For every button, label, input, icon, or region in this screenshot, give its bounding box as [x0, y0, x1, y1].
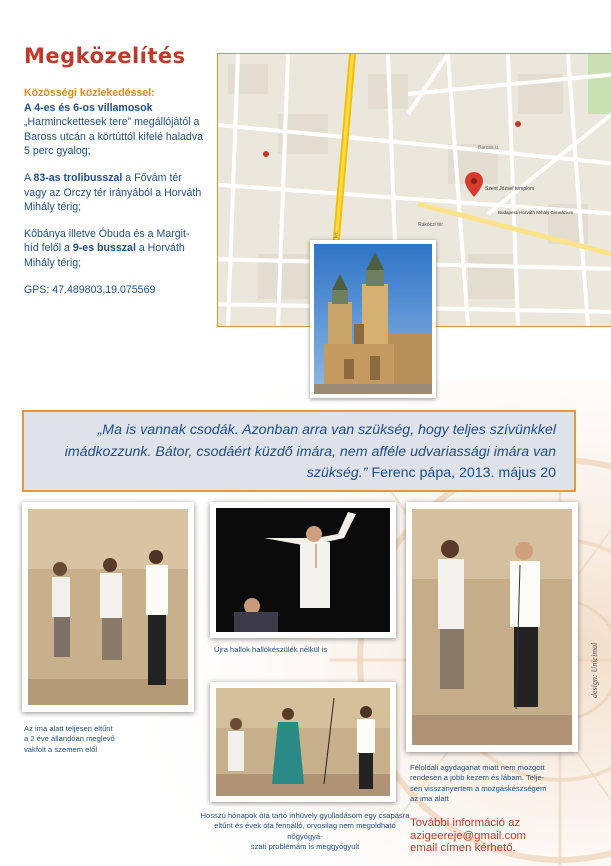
photo-tumor-testimony: [406, 502, 578, 752]
design-credit: [583, 620, 603, 700]
caption-hearing: Újra hallok hallókészülék nélkül is: [214, 645, 328, 654]
bus-line: 9-es busszal: [72, 242, 136, 255]
map-label-church: Szent József templom: [485, 186, 535, 192]
photo-preacher: [210, 502, 396, 638]
bus-directions: Kőbánya illetve Óbuda és a Margit-híd felől a 9-es busszal a Horváth Mihály térig;: [24, 227, 190, 269]
tram-directions: [24, 101, 204, 159]
map-label-school: Budapesti Horváth Mihály Gimnázium: [498, 210, 574, 215]
photo-healing-woman: [210, 682, 396, 802]
gps-coordinates: GPS: 47.489803,19.075569: [24, 283, 156, 296]
trolleybus-directions: A 83-as trolibusszal a Fővám tér vagy az Orczy tér irányából a Horváth Mihály térig;: [24, 171, 202, 214]
map-label-metro: Rákóczi tér: [418, 222, 444, 228]
contact-info: További információ az azigeereje@gmail.com email címen kérhető.: [410, 817, 527, 855]
quote-text: „Ma is vannak csodák. Azonban arra van szükség, hogy teljes szívünkkel imádkozzunk. Bátor, csodáért küzdő imára, nem afféle udvariassági imára van szükség.” Ferenc pápa, 2013. május 20: [64, 422, 556, 481]
caption-tendon: Hosszú hónapok óta tartó ínhüvely gyulladásom egy csapásra eltűnt és évek óta fennálló, orvosilag nem megoldható nőgyógyá- szati problémám is meggyógyult: [200, 811, 410, 851]
church-photo: [310, 240, 436, 398]
directions-column: [24, 86, 204, 309]
map-label-street: Baross u.: [478, 145, 500, 151]
contact-email[interactable]: azigeereje@gmail.com: [410, 829, 527, 842]
caption-eye: Az ima alatt teljesen eltűnt a 2 éve állandóan meglevő vakfolt a szemem elől: [24, 724, 115, 754]
directions-heading: Közösségi közlekedéssel:: [24, 87, 155, 99]
quote-author: Ferenc pápa, 2013. május 20: [371, 465, 556, 481]
trolleybus-line: 83-as trolibusszal: [33, 171, 123, 184]
tram-lines: A 4-es és 6-os villamosok: [24, 101, 153, 114]
page-title: Megközelítés: [24, 44, 186, 68]
tram-text: „Harminckettesek tere” megállójától a Baross utcán a körtúttól kifelé haladva 5 perc gyalog;: [24, 116, 204, 158]
photo-prayer-group: [22, 502, 194, 712]
svg-text:design: Unicimal: design: Unicimal: [590, 642, 599, 698]
caption-tumor: Féloldali agydaganat miatt nem mozgott rendesen a jobb kezem és lábam. Telje- sen visszanyertem a mozgáskészségem az ima alatt: [410, 763, 547, 803]
quote-box: [22, 410, 576, 492]
